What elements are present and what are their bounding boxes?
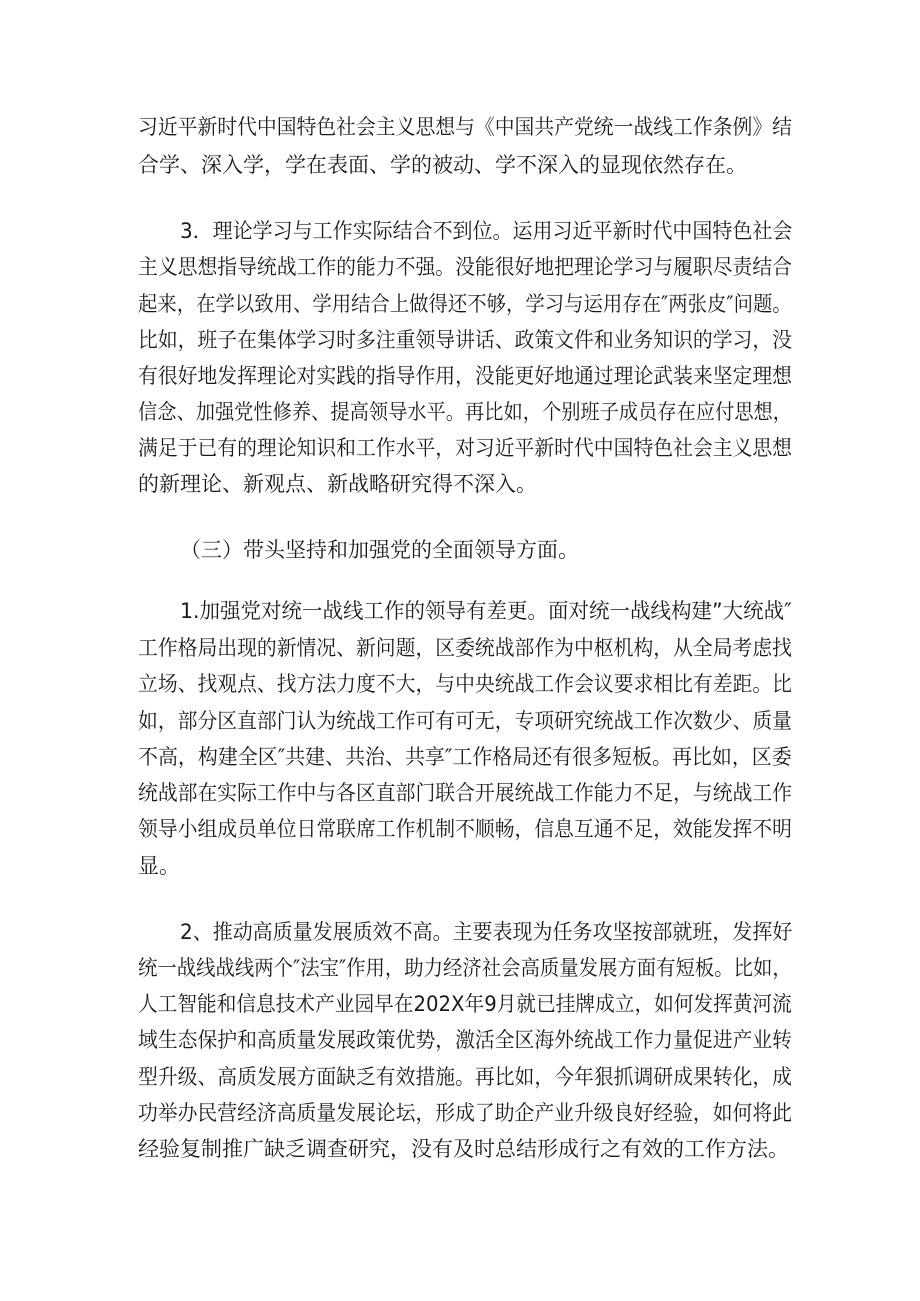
paragraph-line: 功举办民营经济高质量发展论坛，形成了助企产业升级良好经验，如何将此 [138,1101,792,1125]
paragraph-line: 2、推动高质量发展质效不高。主要表现为任务攻坚按部就班，发挥好 [180,920,793,944]
paragraph-line: 领导小组成员单位日常联席工作机制不顺畅，信息互通不足，效能发挥不明 [138,817,792,841]
section-heading: （三）带头坚持和加强党的全面领导方面。 [180,538,579,562]
paragraph-line: 有很好地发挥理论对实践的指导作用，没能更好地通过理论武装来坚定理想 [138,364,792,388]
paragraph-line: 型升级、高质发展方面缺乏有效措施。再比如，今年狠抓调研成果转化，成 [138,1065,792,1089]
paragraph-line: 3．理论学习与工作实际结合不到位。运用习近平新时代中国特色社会 [180,219,793,243]
paragraph-line: 工作格局出现的新情况、新问题，区委统战部作为中枢机构，从全局考虑找 [138,636,792,660]
paragraph-line: 合学、深入学，学在表面、学的被动、学不深入的显现依然存在。 [138,153,747,177]
paragraph-line: 统战部在实际工作中与各区直部门联合开展统战工作能力不足，与统战工作 [138,781,792,805]
paragraph-line: 起来，在学以致用、学用结合上做得还不够，学习与运用存在″两张皮″问题。 [138,292,792,316]
paragraph-line: 满足于已有的理论知识和工作水平，对习近平新时代中国特色社会主义思想 [138,436,792,460]
paragraph-line: 立场、找观点、找方法力度不大，与中央统战工作会议要求相比有差距。比 [138,672,792,696]
paragraph-line: 的新理论、新观点、新战略研究得不深入。 [138,472,537,496]
paragraph-line: 1.加强党对统一战线工作的领导有差更。面对统一战线构建”大统战″ [180,599,792,623]
paragraph-line: 域生态保护和高质量发展政策优势，激活全区海外统战工作力量促进产业转 [138,1028,792,1052]
paragraph-line: 主义思想指导统战工作的能力不强。没能很好地把理论学习与履职尽责结合 [138,255,792,279]
paragraph-line: 如，部分区直部门认为统战工作可有可无，专项研究统战工作次数少、质量 [138,709,792,733]
paragraph-line: 人工智能和信息技术产业园早在202X年9月就已挂牌成立，如何发挥黄河流 [138,992,792,1016]
paragraph-line: 比如，班子在集体学习时多注重领导讲话、政策文件和业务知识的学习，没 [138,328,792,352]
paragraph-line: 经验复制推广缺乏调查研究，没有及时总结形成行之有效的工作方法。 [138,1137,789,1161]
paragraph-line: 不高，构建全区″共建、共治、共享″工作格局还有很多短板。再比如，区委 [138,745,792,769]
paragraph-line: 统一战线战线两个″法宝″作用，助力经济社会高质量发展方面有短板。比如， [138,956,792,980]
paragraph-line: 习近平新时代中国特色社会主义思想与《中国共产党统一战线工作条例》结 [138,115,792,139]
paragraph-line: 信念、加强党性修养、提高领导水平。再比如，个别班子成员存在应付思想， [138,400,793,424]
paragraph-line: 显。 [138,854,180,878]
